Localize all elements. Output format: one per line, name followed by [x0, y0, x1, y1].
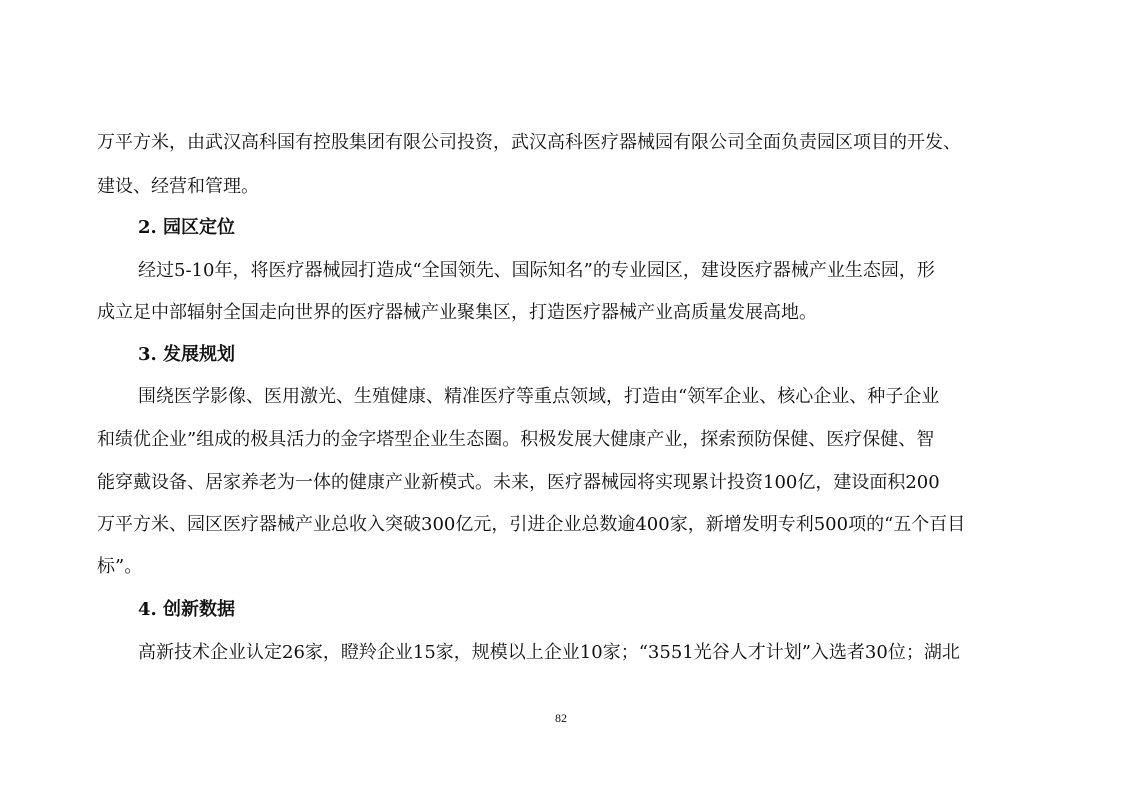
- paragraph-line-6: 和绩优企业”组成的极具活力的金字塔型企业生态圈。积极发展大健康产业，探索预防保健、医疗保健、智: [97, 429, 935, 450]
- paragraph-line-4: 成立足中部辐射全国走向世界的医疗器械产业聚集区，打造医疗器械产业高质量发展高地。: [97, 302, 817, 323]
- paragraph-line-9: 标”。: [97, 556, 143, 577]
- paragraph-line-5: 围绕医学影像、医用激光、生殖健康、精准医疗等重点领域，打造由“领军企业、核心企业、种子企业: [138, 386, 940, 407]
- paragraph-line-3: 经过5-10年，将医疗器械园打造成“全国领先、国际知名”的专业园区，建设医疗器械产业生态园，形: [138, 260, 935, 281]
- section-heading-innovation-data: 4. 创新数据: [138, 599, 236, 620]
- section-heading-planning: 3. 发展规划: [138, 344, 236, 365]
- paragraph-line-8: 万平方米、园区医疗器械产业总收入突破300亿元，引进企业总数逾400家，新增发明专利500项的“五个百目: [97, 514, 966, 535]
- paragraph-line-1: 万平方米，由武汉高科国有控股集团有限公司投资，武汉高科医疗器械园有限公司全面负责园区项目的开发、: [97, 132, 961, 153]
- paragraph-line-10: 高新技术企业认定26家，瞪羚企业15家，规模以上企业10家；“3551光谷人才计划”入选者30位；湖北: [138, 642, 960, 663]
- paragraph-line-7: 能穿戴设备、居家养老为一体的健康产业新模式。未来，医疗器械园将实现累计投资100亿，建设面积200: [97, 472, 940, 493]
- paragraph-line-2: 建设、经营和管理。: [97, 176, 259, 197]
- section-heading-positioning: 2. 园区定位: [138, 217, 236, 238]
- page-number: 82: [555, 711, 567, 725]
